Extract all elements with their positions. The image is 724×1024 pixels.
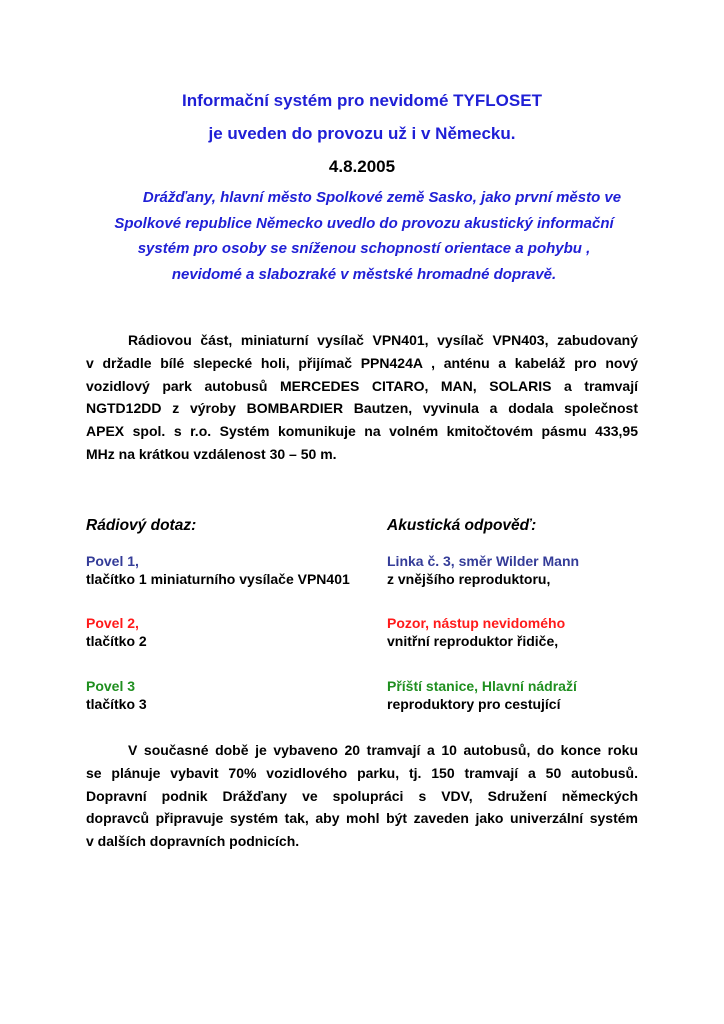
response-1 bbox=[387, 552, 579, 588]
command-2 bbox=[86, 614, 147, 650]
paragraph-1 bbox=[86, 329, 638, 466]
paragraph-line: MHz na krátkou vzdálenost 30 – 50 m. bbox=[86, 445, 337, 462]
command-button: tlačítko 2 bbox=[86, 633, 147, 649]
command-title: Povel 2, bbox=[86, 615, 139, 631]
title-line-2: je uveden do provozu už i v Německu. bbox=[208, 124, 516, 143]
command-title: Povel 3 bbox=[86, 678, 136, 694]
command-3 bbox=[86, 677, 147, 713]
response-3 bbox=[387, 677, 577, 713]
response-source: vnitřní reproduktor řidiče, bbox=[387, 633, 559, 649]
paragraph-line: v dalších dopravních podnicích. bbox=[86, 833, 300, 850]
paragraph-line: NGTD12DD z výroby BOMBARDIER Bautzen, vyvinula a dodala společnost bbox=[86, 400, 638, 417]
paragraph-2 bbox=[86, 739, 638, 853]
intro-line: nevidomé a slabozraké v městské hromadné dopravě. bbox=[171, 265, 557, 283]
response-title: Pozor, nástup nevidomého bbox=[387, 615, 566, 631]
paragraph-line: APEX spol. s r.o. Systém komunikuje na volném kmitočtovém pásmu 433,95 bbox=[86, 423, 638, 440]
intro-paragraph bbox=[84, 185, 644, 287]
paragraph-line: V současné době je vybaveno 20 tramvají a 10 autobusů, do konce roku bbox=[128, 742, 638, 758]
paragraph-line: se plánuje vybavit 70% vozidlového parku, tj. 150 tramvají a 50 autobusů. bbox=[86, 764, 638, 781]
response-title: Příští stanice, Hlavní nádraží bbox=[387, 678, 577, 694]
response-2 bbox=[387, 614, 565, 650]
paragraph-line: vozidlový park autobusů MERCEDES CITARO, MAN, SOLARIS a tramvají bbox=[86, 377, 638, 394]
response-title: Linka č. 3, směr Wilder Mann bbox=[387, 553, 580, 569]
command-title: Povel 1, bbox=[86, 553, 139, 569]
intro-line: Spolkové republice Německo uvedlo do provozu akustický informační bbox=[114, 214, 614, 232]
command-button: tlačítko 3 bbox=[86, 696, 147, 712]
paragraph-line: Rádiovou část, miniaturní vysílač VPN401, vysílač VPN403, zabudovaný bbox=[128, 332, 638, 348]
response-source: z vnějšího reproduktoru, bbox=[387, 571, 551, 587]
title-line-1: Informační systém pro nevidomé TYFLOSET bbox=[182, 91, 542, 110]
intro-line: systém pro osoby se sníženou schopností orientace a pohybu , bbox=[137, 240, 591, 257]
acoustic-response-header: Akustická odpověď: bbox=[387, 517, 537, 534]
date: 4.8.2005 bbox=[328, 157, 396, 176]
command-button: tlačítko 1 miniaturního vysílače VPN401 bbox=[86, 571, 350, 587]
radio-query-header: Rádiový dotaz: bbox=[86, 517, 197, 534]
response-source: reproduktory pro cestující bbox=[387, 696, 561, 712]
intro-line: Drážďany, hlavní město Spolkové země Sasko, jako první město ve bbox=[142, 189, 622, 206]
paragraph-line: v držadle bílé slepecké holi, přijímač PPN424A , anténu a kabeláž pro nový bbox=[86, 354, 638, 371]
paragraph-line: dopravců připravuje systém tak, aby mohl být zaveden jako univerzální systém bbox=[86, 810, 638, 827]
command-1 bbox=[86, 552, 350, 588]
paragraph-line: Dopravní podnik Drážďany ve spolupráci s VDV, Sdružení německých bbox=[86, 787, 638, 804]
